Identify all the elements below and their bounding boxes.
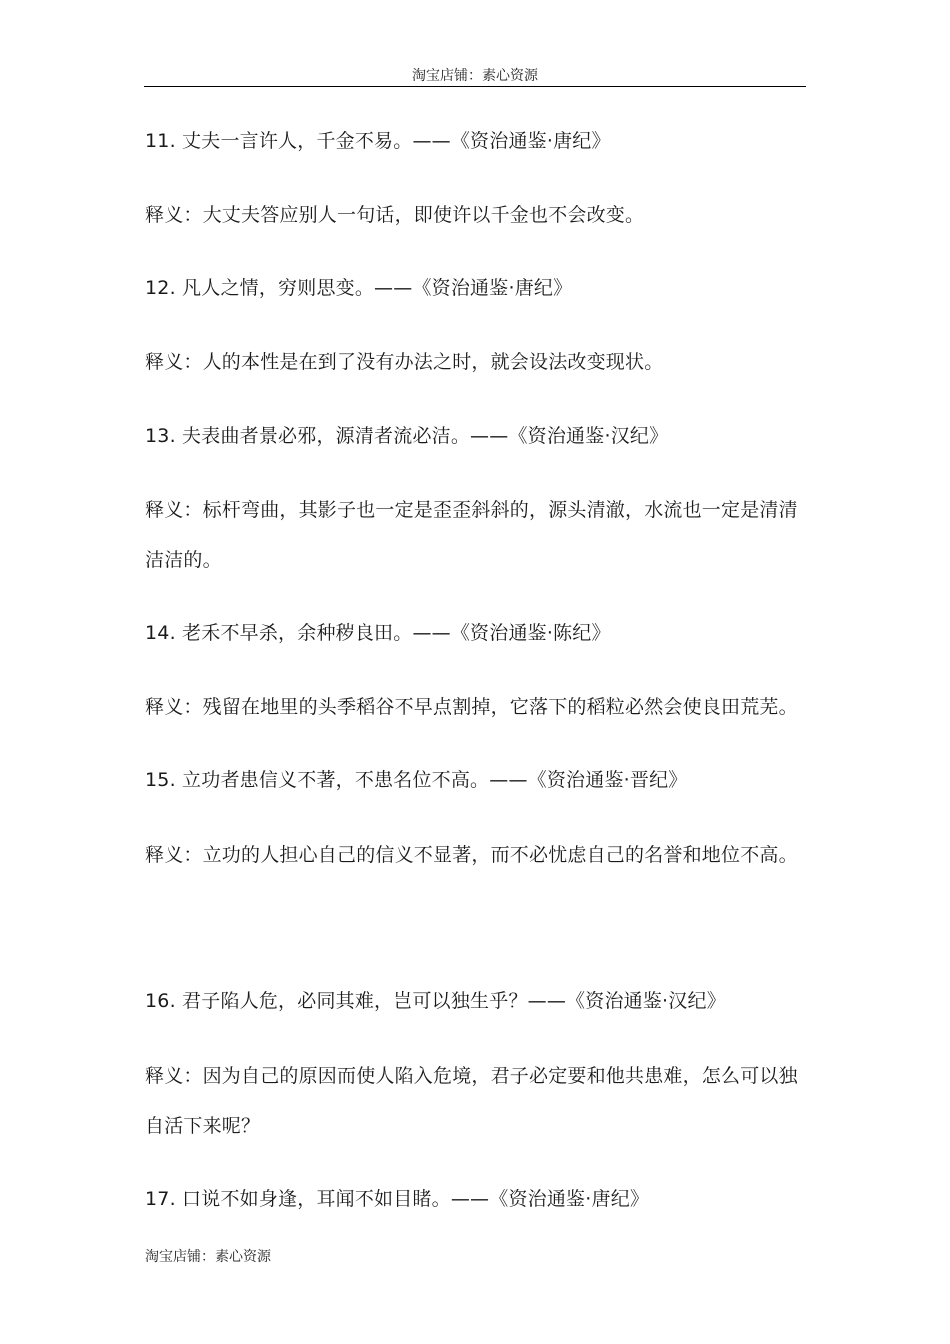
meaning-13-line1: 释义：标杆弯曲，其影子也一定是歪歪斜斜的，源头清澈，水流也一定是清清 xyxy=(145,499,798,521)
meaning-16-line2: 自活下来呢？ xyxy=(145,1115,261,1137)
header-shop-name: 淘宝店铺：素心资源 xyxy=(412,68,538,84)
quote-13: 13. 夫表曲者景必邪，源清者流必洁。——《资治通鉴·汉纪》 xyxy=(145,425,669,447)
meaning-11: 释义：大丈夫答应别人一句话，即使许以千金也不会改变。 xyxy=(145,204,645,226)
footer-shop-name: 淘宝店铺：素心资源 xyxy=(145,1249,271,1265)
quote-12: 12. 凡人之情，穷则思变。——《资治通鉴·唐纪》 xyxy=(145,277,573,299)
quote-11: 11. 丈夫一言许人，千金不易。——《资治通鉴·唐纪》 xyxy=(145,130,611,152)
quote-15: 15. 立功者患信义不著，不患名位不高。——《资治通鉴·晋纪》 xyxy=(145,769,688,791)
quote-17: 17. 口说不如身逢，耳闻不如目睹。——《资治通鉴·唐纪》 xyxy=(145,1188,650,1210)
quote-14: 14. 老禾不早杀，余种秽良田。——《资治通鉴·陈纪》 xyxy=(145,622,611,644)
meaning-13-line2: 洁洁的。 xyxy=(145,549,222,571)
meaning-12: 释义：人的本性是在到了没有办法之时，就会设法改变现状。 xyxy=(145,351,664,373)
meaning-14: 释义：残留在地里的头季稻谷不早点割掉，它落下的稻粒必然会使良田荒芜。 xyxy=(145,696,798,718)
quote-16: 16. 君子陷人危，必同其难，岂可以独生乎？——《资治通鉴·汉纪》 xyxy=(145,990,726,1012)
meaning-16-line1: 释义：因为自己的原因而使人陷入危境，君子必定要和他共患难，怎么可以独 xyxy=(145,1065,798,1087)
meaning-15: 释义：立功的人担心自己的信义不显著，而不必忧虑自己的名誉和地位不高。 xyxy=(145,844,798,866)
header-divider xyxy=(144,86,806,87)
